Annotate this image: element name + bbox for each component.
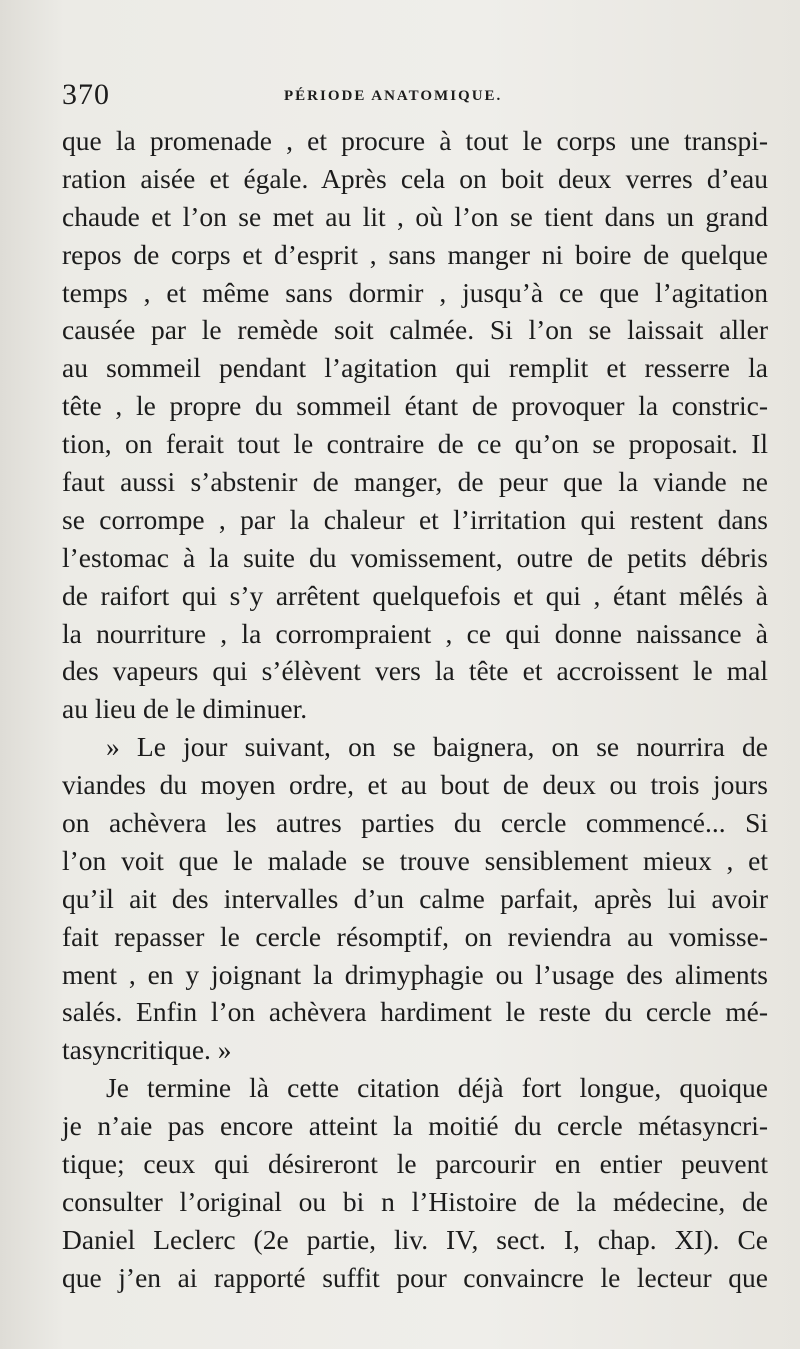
- text-line: salés. Enfin l’on achèvera hardiment le reste du cercle mé-: [62, 996, 768, 1028]
- text-line: tique; ceux qui désireront le parcourir en entier peuvent: [62, 1148, 768, 1180]
- text-line: de raifort qui s’y arrêtent quelquefois et qui , étant mêlés à: [62, 579, 768, 611]
- text-line: au sommeil pendant l’agitation qui remplit et resserre la: [62, 352, 768, 384]
- running-title: PÉRIODE ANATOMIQUE.: [284, 88, 503, 104]
- text-line: au lieu de le diminuer.: [62, 693, 308, 725]
- text-line: temps , et même sans dormir , jusqu’à ce que l’agitation: [62, 276, 768, 308]
- text-line: la nourriture , la corrompraient , ce qui donne naissance à: [62, 617, 768, 649]
- text-line: l’estomac à la suite du vomissement, outre de petits débris: [62, 541, 768, 573]
- page-number: 370: [62, 78, 110, 111]
- text-line: que la promenade , et procure à tout le corps une transpi-: [62, 125, 768, 156]
- text-line: ration aisée et égale. Après cela on boit deux verres d’eau: [62, 162, 768, 194]
- text-line: que j’en ai rapporté suffit pour convaincre le lecteur que: [62, 1261, 768, 1293]
- text-line: on achèvera les autres parties du cercle commencé... Si: [62, 807, 768, 839]
- paragraph-1: [62, 122, 768, 728]
- text-line: viandes du moyen ordre, et au bout de deux ou trois jours: [62, 769, 768, 801]
- text-line: » Le jour suivant, on se baignera, on se nourrira de: [106, 731, 768, 763]
- page-header: [62, 78, 762, 118]
- text-line: Je termine là cette citation déjà fort longue, quoique: [106, 1072, 768, 1104]
- text-line: tion, on ferait tout le contraire de ce qu’on se proposait. Il: [62, 428, 768, 460]
- text-line: ment , en y joignant la drimyphagie ou l’usage des aliments: [62, 958, 768, 990]
- body-text: [62, 122, 768, 1297]
- text-line: je n’aie pas encore atteint la moitié du cercle métasyncri-: [62, 1110, 768, 1142]
- text-line: se corrompe , par la chaleur et l’irritation qui restent dans: [62, 503, 768, 535]
- text-line: chaude et l’on se met au lit , où l’on se tient dans un grand: [62, 200, 768, 232]
- text-line: l’on voit que le malade se trouve sensiblement mieux , et: [62, 844, 768, 876]
- paragraph-2: [62, 728, 768, 1069]
- paragraph-3: [62, 1069, 768, 1296]
- text-line: Daniel Leclerc (2e partie, liv. IV, sect. I, chap. XI). Ce: [62, 1223, 768, 1255]
- text-line: tasyncritique. »: [62, 1034, 232, 1066]
- text-line: faut aussi s’abstenir de manger, de peur que la viande ne: [62, 466, 768, 498]
- text-line: causée par le remède soit calmée. Si l’on se laissait aller: [62, 314, 768, 346]
- text-line: repos de corps et d’esprit , sans manger ni boire de quelque: [62, 238, 768, 270]
- text-line: consulter l’original ou bi n l’Histoire de la médecine, de: [62, 1185, 768, 1217]
- text-line: tête , le propre du sommeil étant de provoquer la constric-: [62, 390, 768, 422]
- text-line: des vapeurs qui s’élèvent vers la tête et accroissent le mal: [62, 655, 768, 687]
- text-line: fait repasser le cercle résomptif, on reviendra au vomisse-: [62, 920, 768, 952]
- text-line: qu’il ait des intervalles d’un calme parfait, après lui avoir: [62, 882, 768, 914]
